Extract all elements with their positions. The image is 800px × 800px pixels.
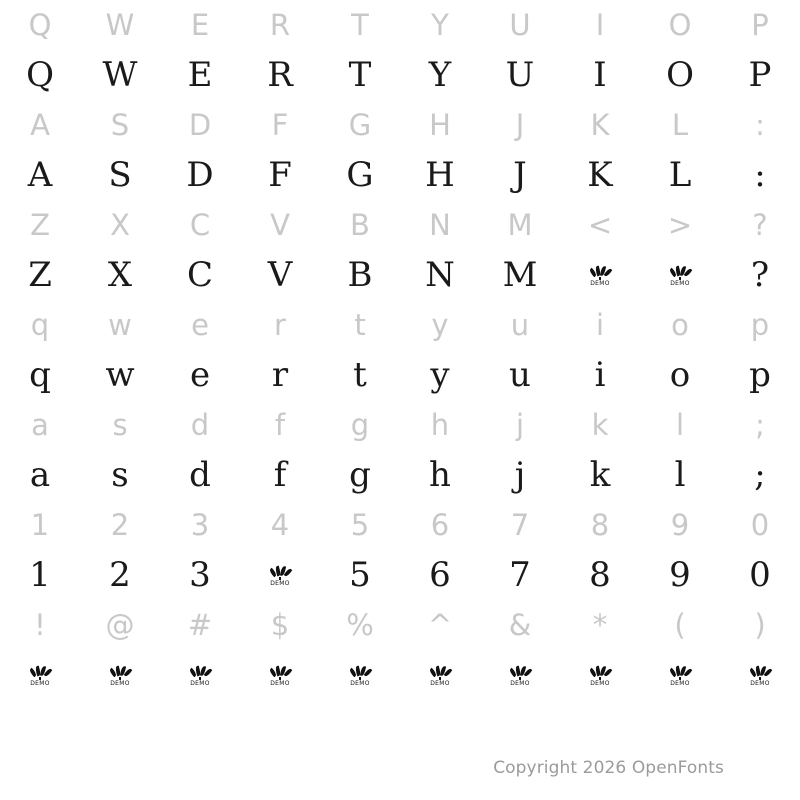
demo-label: DEMO: [430, 679, 450, 687]
glyph-sample-cell: E: [187, 55, 213, 95]
glyph-sample-row: [0, 150, 800, 200]
glyph-sample-cell: 7: [509, 555, 531, 595]
missing-glyph-icon: [400, 650, 480, 700]
glyph-key-cell: 6: [430, 507, 450, 542]
glyph-sample-row: [0, 250, 800, 300]
glyph-sample-cell: C: [186, 255, 213, 295]
glyph-key-cell: q: [30, 307, 50, 342]
glyph-key-cell: #: [187, 607, 213, 642]
glyph-key-cell: j: [515, 407, 525, 442]
demo-label: DEMO: [590, 279, 610, 287]
glyph-sample-cell: N: [425, 255, 455, 295]
glyph-sample-cell: 8: [589, 555, 611, 595]
glyph-sample-cell: R: [267, 55, 293, 95]
glyph-sample-cell: L: [668, 155, 692, 195]
glyph-key-cell: Z: [30, 207, 50, 242]
glyph-sample-cell: J: [513, 155, 527, 195]
glyph-sample-cell: w: [105, 355, 135, 395]
glyph-sample-cell: l: [674, 455, 686, 495]
glyph-sample-cell: :: [754, 155, 766, 195]
glyph-key-cell: C: [189, 207, 211, 242]
glyph-sample-cell: G: [346, 155, 374, 195]
glyph-sample-row: [0, 350, 800, 400]
glyph-key-cell: u: [510, 307, 530, 342]
footer: [0, 758, 800, 778]
glyph-key-cell: L: [671, 107, 689, 142]
glyph-key-cell: i: [595, 307, 605, 342]
glyph-sample-cell: W: [102, 55, 138, 95]
glyph-key-cell: I: [595, 7, 605, 42]
demo-flower-icon: [590, 266, 610, 287]
glyph-sample-cell: k: [589, 455, 611, 495]
missing-glyph-icon: [560, 250, 640, 300]
glyph-sample-row: [0, 50, 800, 100]
missing-glyph-icon: [0, 650, 80, 700]
glyph-sample-cell: q: [29, 355, 51, 395]
missing-glyph-icon: [320, 650, 400, 700]
missing-glyph-icon: [560, 650, 640, 700]
glyph-sample-cell: 0: [749, 555, 771, 595]
glyph-key-cell: P: [751, 7, 769, 42]
glyph-key-cell: W: [105, 7, 135, 42]
glyph-key-cell: o: [671, 307, 689, 342]
glyph-key-cell: w: [108, 307, 132, 342]
glyph-key-cell: E: [190, 7, 210, 42]
missing-glyph-icon: [240, 550, 320, 600]
glyph-sample-cell: A: [27, 155, 53, 195]
glyph-sample-cell: 6: [429, 555, 451, 595]
glyph-key-cell: g: [350, 407, 370, 442]
glyph-sample-cell: X: [107, 255, 133, 295]
glyph-key-cell: 1: [30, 507, 50, 542]
demo-flower-icon: [30, 666, 50, 687]
glyph-key-cell: ^: [427, 607, 453, 642]
glyph-key-cell: :: [755, 107, 765, 142]
glyph-sample-cell: S: [108, 155, 132, 195]
glyph-key-cell: t: [354, 307, 366, 342]
missing-glyph-icon: [720, 650, 800, 700]
glyph-sample-cell: r: [271, 355, 289, 395]
glyph-key-cell: Y: [431, 7, 449, 42]
glyph-key-cell: l: [675, 407, 685, 442]
glyph-sample-cell: P: [748, 55, 772, 95]
glyph-sample-cell: K: [587, 155, 613, 195]
demo-flower-icon: [590, 666, 610, 687]
glyph-key-cell: k: [591, 407, 609, 442]
glyph-key-row: [0, 300, 800, 350]
glyph-sample-cell: M: [502, 255, 538, 295]
glyph-sample-cell: B: [347, 255, 373, 295]
missing-glyph-icon: [480, 650, 560, 700]
glyph-sample-cell: 3: [189, 555, 211, 595]
missing-glyph-icon: [160, 650, 240, 700]
glyph-key-cell: a: [31, 407, 49, 442]
glyph-key-cell: 8: [590, 507, 610, 542]
glyph-key-cell: R: [269, 7, 291, 42]
glyph-sample-cell: H: [425, 155, 455, 195]
glyph-key-cell: ): [754, 607, 766, 642]
glyph-key-cell: &: [508, 607, 532, 642]
glyph-key-cell: d: [190, 407, 210, 442]
glyph-key-cell: 9: [670, 507, 690, 542]
demo-flower-icon: [670, 266, 690, 287]
demo-flower-icon: [110, 666, 130, 687]
demo-flower-icon: [750, 666, 770, 687]
glyph-sample-row: [0, 550, 800, 600]
glyph-key-cell: U: [509, 7, 531, 42]
missing-glyph-icon: [240, 650, 320, 700]
glyph-sample-cell: 5: [349, 555, 371, 595]
demo-label: DEMO: [270, 579, 290, 587]
glyph-key-cell: 0: [750, 507, 770, 542]
glyph-key-cell: >: [667, 207, 693, 242]
glyph-sample-cell: p: [749, 355, 771, 395]
glyph-key-cell: ;: [755, 407, 765, 442]
demo-label: DEMO: [750, 679, 770, 687]
glyph-key-cell: ?: [752, 207, 768, 242]
glyph-sample-cell: O: [666, 55, 694, 95]
glyph-key-cell: !: [34, 607, 46, 642]
glyph-key-cell: 7: [510, 507, 530, 542]
missing-glyph-icon: [80, 650, 160, 700]
glyph-sample-cell: y: [430, 355, 450, 395]
demo-label: DEMO: [350, 679, 370, 687]
glyph-key-cell: N: [429, 207, 451, 242]
glyph-sample-cell: j: [514, 455, 526, 495]
glyph-sample-cell: 9: [669, 555, 691, 595]
glyph-sample-cell: d: [189, 455, 211, 495]
glyph-key-cell: h: [430, 407, 450, 442]
glyph-sample-cell: o: [669, 355, 691, 395]
glyph-sample-cell: T: [348, 55, 372, 95]
glyph-sample-row: [0, 450, 800, 500]
glyph-key-cell: B: [350, 207, 370, 242]
glyph-key-cell: *: [592, 607, 608, 642]
glyph-key-cell: X: [110, 207, 130, 242]
demo-label: DEMO: [590, 679, 610, 687]
glyph-key-cell: G: [348, 107, 372, 142]
glyph-key-cell: 3: [190, 507, 210, 542]
demo-label: DEMO: [670, 279, 690, 287]
glyph-key-cell: <: [587, 207, 613, 242]
demo-label: DEMO: [270, 679, 290, 687]
copyright-text: Copyright 2026 OpenFonts: [493, 758, 724, 778]
glyph-key-cell: f: [274, 407, 286, 442]
demo-label: DEMO: [30, 679, 50, 687]
demo-flower-icon: [430, 666, 450, 687]
glyph-key-row: [0, 500, 800, 550]
demo-flower-icon: [270, 666, 290, 687]
glyph-key-cell: 4: [270, 507, 290, 542]
glyph-key-cell: O: [668, 7, 692, 42]
glyph-sample-cell: e: [189, 355, 211, 395]
glyph-sample-cell: f: [273, 455, 287, 495]
glyph-key-cell: J: [515, 107, 525, 142]
glyph-sample-cell: I: [593, 55, 607, 95]
glyph-sample-cell: u: [509, 355, 531, 395]
glyph-key-cell: %: [346, 607, 374, 642]
demo-flower-icon: [510, 666, 530, 687]
demo-flower-icon: [270, 566, 290, 587]
glyph-key-row: [0, 200, 800, 250]
glyph-key-row: [0, 400, 800, 450]
demo-label: DEMO: [670, 679, 690, 687]
glyph-key-cell: K: [590, 107, 610, 142]
glyph-sample-cell: s: [111, 455, 129, 495]
glyph-sample-cell: t: [353, 355, 367, 395]
glyph-sample-cell: i: [594, 355, 606, 395]
glyph-key-row: [0, 0, 800, 50]
demo-label: DEMO: [510, 679, 530, 687]
glyph-key-cell: @: [105, 607, 135, 642]
glyph-key-cell: H: [429, 107, 451, 142]
glyph-key-cell: M: [507, 207, 533, 242]
glyph-sample-cell: ?: [750, 255, 770, 295]
demo-flower-icon: [190, 666, 210, 687]
glyph-sample-cell: Z: [28, 255, 52, 295]
glyph-sample-row: [0, 650, 800, 700]
missing-glyph-icon: [640, 250, 720, 300]
glyph-key-cell: r: [274, 307, 286, 342]
glyph-key-row: [0, 600, 800, 650]
missing-glyph-icon: [640, 650, 720, 700]
glyph-sample-cell: V: [267, 255, 293, 295]
glyph-key-cell: F: [271, 107, 289, 142]
glyph-key-cell: (: [674, 607, 686, 642]
glyph-sample-cell: ;: [754, 455, 766, 495]
glyph-key-row: [0, 100, 800, 150]
demo-label: DEMO: [110, 679, 130, 687]
glyph-key-cell: 2: [110, 507, 130, 542]
glyph-sample-cell: g: [349, 455, 371, 495]
glyph-sample-cell: Q: [26, 55, 54, 95]
demo-label: DEMO: [190, 679, 210, 687]
glyph-sample-cell: a: [29, 455, 51, 495]
glyph-key-cell: Q: [28, 7, 52, 42]
glyph-sample-cell: Y: [428, 55, 452, 95]
glyph-key-cell: S: [110, 107, 130, 142]
demo-flower-icon: [670, 666, 690, 687]
glyph-sample-cell: 2: [109, 555, 131, 595]
glyph-key-cell: e: [191, 307, 209, 342]
glyph-key-cell: A: [30, 107, 50, 142]
glyph-key-cell: p: [750, 307, 770, 342]
glyph-key-cell: V: [270, 207, 290, 242]
demo-flower-icon: [350, 666, 370, 687]
glyph-key-cell: D: [188, 107, 212, 142]
glyph-key-cell: T: [351, 7, 369, 42]
glyph-sample-cell: F: [268, 155, 292, 195]
glyph-key-cell: s: [112, 407, 128, 442]
glyph-sample-cell: U: [505, 55, 535, 95]
glyph-key-cell: $: [270, 607, 290, 642]
glyph-key-cell: 5: [350, 507, 370, 542]
glyph-sample-cell: 1: [29, 555, 51, 595]
glyph-key-cell: y: [431, 307, 449, 342]
glyph-sample-cell: h: [429, 455, 451, 495]
glyph-sample-cell: D: [186, 155, 214, 195]
